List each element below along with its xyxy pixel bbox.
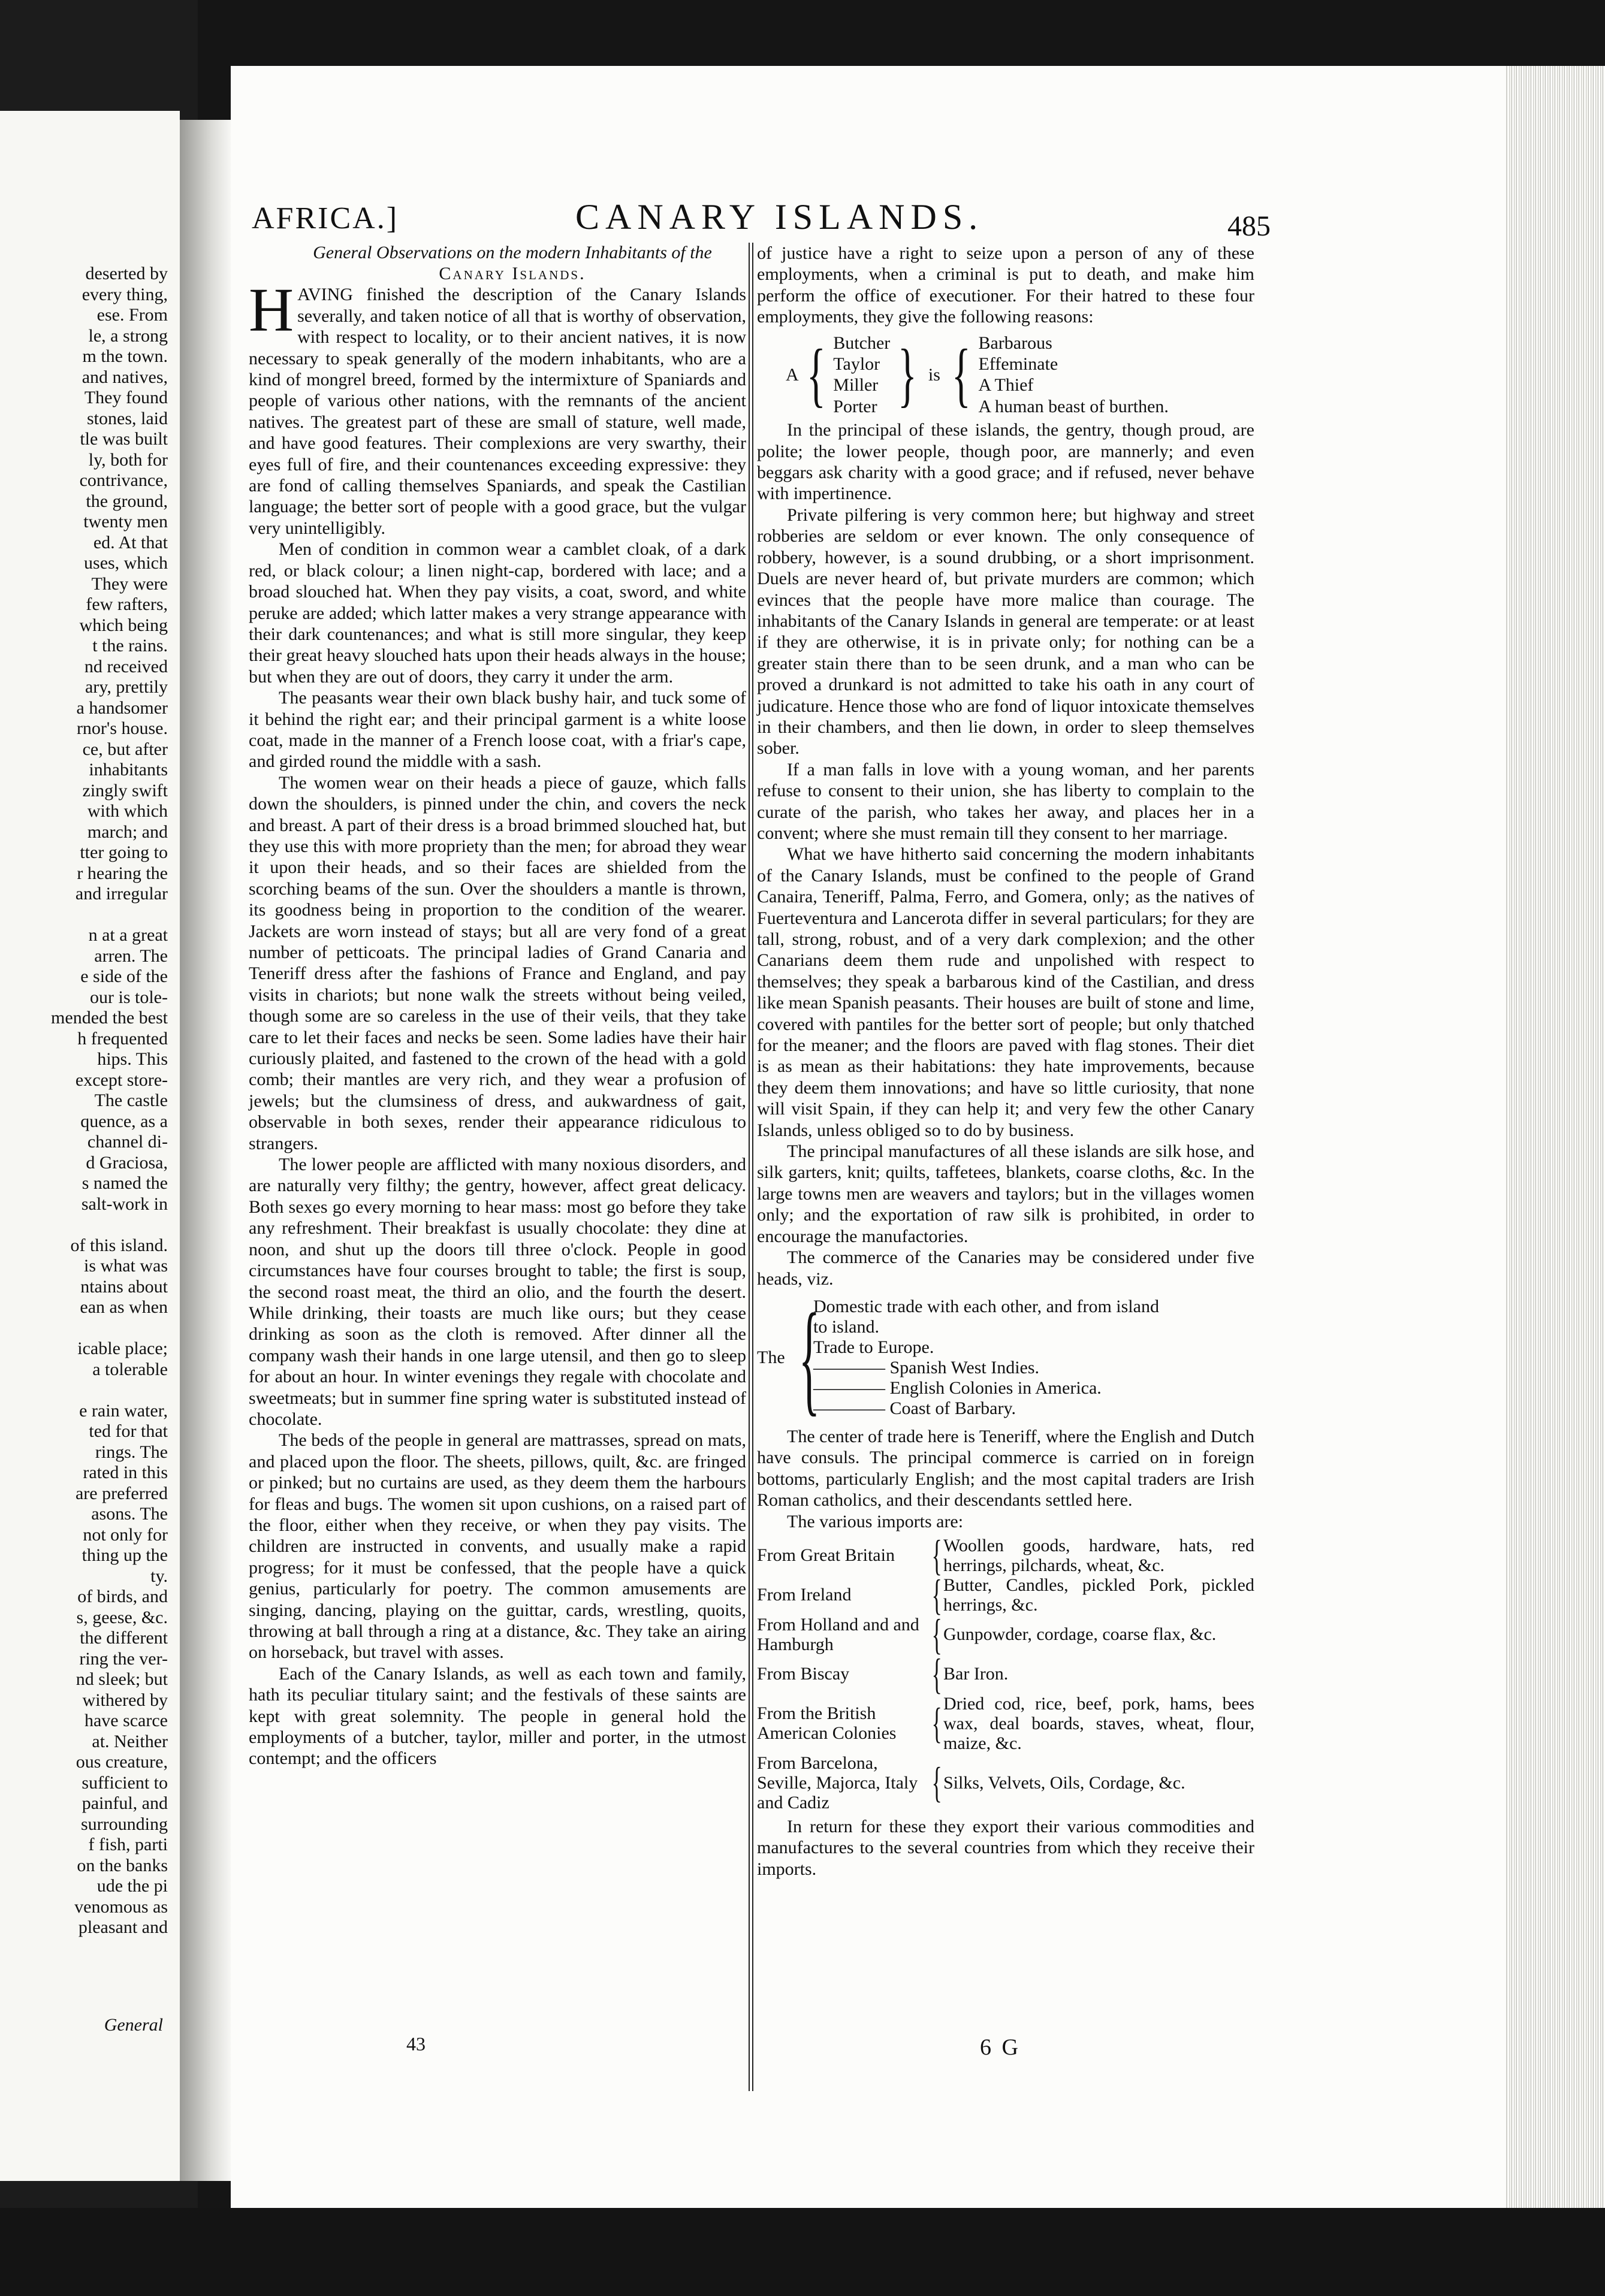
imports-origin: From Ireland xyxy=(757,1585,852,1605)
brace-glyph: { xyxy=(951,334,971,415)
section-subtitle-smallcaps: Canary Islands. xyxy=(439,264,586,283)
left-page-line: ce, but after xyxy=(82,739,168,759)
left-page-line: few rafters, xyxy=(86,594,168,614)
left-page-line: n at a great xyxy=(88,925,168,945)
left-page-line: rated in this xyxy=(83,1463,168,1482)
commerce-heads xyxy=(757,1288,1254,1427)
left-page-line: le, a strong xyxy=(88,325,168,346)
paragraph-text: AVING finished the description of the Canary Islands severally, and taken notice of all that is worthy of observation, with respect to locality, or to their ancient natives, it is now necessary to speak generally of the modern inhabitants, who are a kind of mongrel breed, formed by the intermixture of Spaniards and people of various other nations, with the remnants of the ancient natives. The greatest part of these are small of stature, well made, and have good features. Their complexions are very swarthy, their eyes full of fire, and their countenances exceeding expressive: they are fond of calling themselves Spaniards, and speak the Castilian language; the better sort of people with a good grace, but the vulgar very unintelligibly. xyxy=(249,285,746,538)
imports-goods: Woollen goods, hardware, hats, red herrings, pilchards, wheat, &c. xyxy=(943,1535,1254,1575)
left-page-line: pleasant and xyxy=(78,1917,168,1937)
left-page-line: march; and xyxy=(87,821,168,842)
imports-origin: From Biscay xyxy=(757,1664,850,1684)
left-page-line: at. Neither xyxy=(92,1731,168,1751)
left-page-line: f fish, parti xyxy=(88,1835,168,1854)
drop-cap: H xyxy=(249,276,294,345)
left-page-line: withered by xyxy=(82,1690,168,1710)
left-page-line: e side of the xyxy=(80,966,168,986)
trade-reason: Effeminate xyxy=(978,354,1058,374)
imports-row xyxy=(757,1753,1254,1812)
column-rule xyxy=(749,243,753,2091)
imports-origin: From Holland and and Hamburgh xyxy=(757,1614,919,1654)
left-page-line xyxy=(6,1380,168,1401)
brace-glyph: { xyxy=(931,1610,942,1658)
commerce-item: ———— English Colonies in America. xyxy=(813,1377,1102,1398)
brace-glyph: { xyxy=(931,1531,942,1579)
paragraph: Each of the Canary Islands, as well as each town and family, hath its peculiar titulary saint; and the festivals of these saints are kept with great solemnity. The people in general hold the employments of a butcher, taylor, miller and porter, in the utmost contempt; and the officers xyxy=(249,1663,746,1769)
column-right xyxy=(757,243,1254,1880)
commerce-item: ———— Coast of Barbary. xyxy=(813,1398,1016,1418)
section-subtitle: General Observations on the modern Inhabitants of the xyxy=(313,243,712,262)
left-page-line: which being xyxy=(79,615,168,635)
paragraph xyxy=(249,276,746,539)
left-page-line: icable place; xyxy=(77,1339,168,1358)
left-page-catchword: General xyxy=(104,2015,163,2035)
reasons-list xyxy=(978,333,1168,418)
brace-glyph: { xyxy=(931,1699,942,1748)
left-page-line: ntains about xyxy=(80,1276,168,1297)
left-page-line: t the rains. xyxy=(92,636,168,655)
left-page-line: uses, which xyxy=(84,553,168,573)
paragraph: Men of condition in common wear a camblet cloak, of a dark red, or black colour; a linen night-cap, bordered with lace; and a broad slouched hat. When they pay visits, a coat, sword, and white peruke are added; which latter makes a very strange appearance with their dark countenances; and what is still more singular, they keep their great heavy slouched hats upon their heads always in the house; but when they are out of doors, they carry it under the arm. xyxy=(249,539,746,687)
trade-reason: A human beast of burthen. xyxy=(978,396,1169,416)
left-page-line: a handsomer xyxy=(76,697,168,718)
left-page-line: ed. At that xyxy=(93,532,168,552)
left-page-line: with which xyxy=(87,801,168,821)
running-head-left: AFRICA.] xyxy=(252,201,399,235)
column-left xyxy=(249,243,746,1769)
left-page-line: hips. This xyxy=(97,1049,168,1069)
bracket-a: A xyxy=(786,364,799,385)
left-page-line: nd sleek; but xyxy=(76,1669,168,1689)
left-page-line: ty. xyxy=(150,1566,168,1586)
left-page-line: surrounding xyxy=(81,1814,168,1834)
paragraph: The women wear on their heads a piece of gauze, which falls down the shoulders, is pinned under the chin, and covers the neck and breast. A part of their dress is a broad brimmed slouched hat, but they use this with more propriety than the men; for abroad they wear it upon their heads, and so their faces are shielded from the scorching beams of the sun. Over the shoulders a mantle is thrown, its goodness being in proportion to the condition of the wearer. Jackets are worn instead of stays; but all are very fond of a great number of petticoats. The principal ladies of Grand Canaria and Teneriff dress after the fashions of France and England, and pay visits in chariots; but none walk the streets without being veiled, though some are so careless in the use of their veils, that they take care to let their faces and necks be seen. Some ladies have their hair curiously plaited, and fastened to the crown of the head with a gold comb; their mantles are very rich, and they wear a profusion of jewels; but the clumsiness of dress, and aukwardness of gait, observable in both sexes, render their appearance ridiculous to strangers. xyxy=(249,772,746,1153)
commerce-item: to island. xyxy=(813,1316,879,1337)
paragraph: The beds of the people in general are mattrasses, spread on mats, and placed upon the floor. The sheets, pillows, quilt, &c. are fringed or pinked; but no curtains are used, as they deem them the harbours for fleas and bugs. The women sit upon cushions, on a raised part of the floor, either when they receive, or when they pay visits. The children are instructed in convents, and usually make a rapid progress; for it must be confessed, that the people have a quick genius, particularly for poetry. The common amusements are singing, dancing, playing on the guittar, cards, wrestling, quoits, throwing at ball through a ring at a distance, &c. They take an airing on horseback, but travel with asses. xyxy=(249,1430,746,1663)
left-page-line: zingly swift xyxy=(82,780,168,800)
left-page-line: have scarce xyxy=(84,1711,168,1730)
imports-goods: Silks, Velvets, Oils, Cordage, &c. xyxy=(943,1772,1185,1793)
paragraph: In the principal of these islands, the gentry, though proud, are polite; the lower people, though poor, are mannerly; and even beggars ask charity with a good grace; and if refused, never behave with impertinence. xyxy=(757,420,1254,504)
left-page-line: They found xyxy=(84,388,168,407)
brace-glyph: { xyxy=(798,1288,820,1427)
left-page-line: arren. The xyxy=(94,945,168,966)
left-page-line: s named the xyxy=(82,1173,168,1193)
left-page xyxy=(0,111,180,2181)
left-page-line xyxy=(6,1318,168,1339)
left-page-line: on the banks xyxy=(77,1855,168,1875)
left-page-line: the ground, xyxy=(86,491,168,511)
trades-list xyxy=(833,333,890,418)
commerce-item: Domestic trade with each other, and from island xyxy=(813,1296,1159,1316)
left-page-line: quence, as a xyxy=(80,1111,168,1131)
left-page-line: They were xyxy=(91,573,168,594)
trade-name: Porter xyxy=(833,396,877,416)
left-page-line: deserted by xyxy=(85,264,168,283)
paragraph: In return for these they export their various commodities and manufactures to the several countries from which they receive their imports. xyxy=(757,1816,1254,1879)
imports-origin: From the British American Colonies xyxy=(757,1703,897,1744)
left-page-line: ly, both for xyxy=(88,449,168,470)
left-page-line: of birds, and xyxy=(77,1587,168,1606)
left-page-line: rnor's house. xyxy=(76,718,168,738)
left-page-line: rings. The xyxy=(95,1442,168,1462)
left-page-line: ous creature, xyxy=(76,1752,168,1772)
imports-row xyxy=(757,1610,1254,1658)
left-page-line: d Graciosa, xyxy=(86,1152,168,1173)
imports-goods: Bar Iron. xyxy=(943,1664,1009,1684)
paragraph: What we have hitherto said concerning the modern inhabitants of the Canary Islands, must be confined to the people of Grand Canaira, Teneriff, Palma, Ferro, and Gomera, only; as the natives of Fuerteventura and Lancerota differ in several particulars; for they are tall, strong, robust, and of a very dark complexion; and the other Canarians deem them rude and unpolished with respect to themselves; they speak a barbarous kind of the Castilian, and dress like mean Spanish peasants. Their houses are built of stone and lime, covered with pantiles for the better sort of people; but only thatched for the meaner; and the floors are paved with flag stones. Their diet is as mean as their habitations: they hate improvements, because they deem them innovations; and have so little curiosity, that none will visit Spain, if they can help it; and very few the other Canary Islands, unless obliged so to do by business. xyxy=(757,844,1254,1140)
left-page-line xyxy=(6,905,168,926)
paragraph: The principal manufactures of all these islands are silk hose, and silk garters, knit; quilts, taffetees, blankets, coarse cloths, &c. In the large towns men are weavers and taylors; but in the villages women only; and the exportation of raw silk is prohibited, in order to encourage the manufactories. xyxy=(757,1141,1254,1246)
left-page-line: inhabitants xyxy=(89,760,168,780)
left-page-line: tter going to xyxy=(80,842,168,862)
paragraph: The commerce of the Canaries may be considered under five heads, viz. xyxy=(757,1247,1254,1289)
main-page xyxy=(231,66,1605,2208)
left-page-line: thing up the xyxy=(82,1545,168,1565)
left-page-line: e rain water, xyxy=(79,1400,168,1421)
left-page-line: mended the best xyxy=(51,1008,168,1028)
left-page-line: except store- xyxy=(75,1070,168,1090)
left-page-line: twenty men xyxy=(83,512,168,531)
left-page-line: channel di- xyxy=(87,1132,168,1152)
paragraph: Private pilfering is very common here; but highway and street robberies are seldom or ever known. The only consequence of robbery, however, is a sound drubbing, or a short imprisonment. Duels are never heard of, but private murders are common; which evinces that the people have more malice than courage. The inhabitants of the Canary Islands in general are temperate: or at least if they are otherwise, it is in private only; for nothing can be a greater stain there than to be seen drunk, and a man who can be proved a drunkard is not admitted to take his oath in any court of judicature. Hence those who are fond of liquor intoxicate themselves in their chambers, and then lie down, in order to sleep themselves sober. xyxy=(757,504,1254,759)
imports-goods: Dried cod, rice, beef, pork, hams, bees wax, deal boards, staves, wheat, flour, maize, &c. xyxy=(943,1693,1254,1753)
left-page-line: ude the pi xyxy=(96,1876,168,1896)
running-head-title: CANARY ISLANDS. xyxy=(575,197,984,237)
left-page-line: salt-work in xyxy=(81,1194,168,1214)
left-page-line: m the town. xyxy=(82,346,168,366)
trade-reason: A Thief xyxy=(978,375,1034,395)
left-page-line: ary, prettily xyxy=(85,677,168,697)
trade-name: Butcher xyxy=(833,333,891,353)
imports-row xyxy=(757,1694,1254,1753)
paragraph: The center of trade here is Teneriff, where the English and Dutch have consuls. The principal commerce is carried on in foreign bottoms, particularly English; and the most capital traders are Irish Roman catholics, and their descendants settled here. xyxy=(757,1426,1254,1510)
signature-mark: 43 xyxy=(406,2033,426,2055)
book-gutter xyxy=(180,120,234,2181)
left-page-line: of this island. xyxy=(70,1235,168,1255)
left-page-line: venomous as xyxy=(74,1896,168,1917)
left-page-line: a tolerable xyxy=(92,1359,168,1379)
left-page-line: is what was xyxy=(84,1256,168,1276)
commerce-list xyxy=(813,1297,1159,1419)
brace-glyph: { xyxy=(931,1759,942,1807)
signature-mark: 6 G xyxy=(980,2035,1021,2060)
left-page-line: every thing, xyxy=(82,284,168,304)
left-page-line: painful, and xyxy=(82,1793,168,1813)
left-page-line: our is tole- xyxy=(90,987,168,1007)
left-page-line: r hearing the xyxy=(77,863,168,883)
left-page-line: sufficient to xyxy=(82,1772,168,1793)
page-number: 485 xyxy=(1227,210,1271,242)
trade-name: Taylor xyxy=(833,354,880,374)
bracket-is: is xyxy=(928,364,940,385)
imports-row xyxy=(757,1650,1254,1698)
imports-row xyxy=(757,1570,1254,1619)
left-page-line xyxy=(6,1215,168,1235)
trade-name: Miller xyxy=(833,375,879,395)
imports-row xyxy=(757,1531,1254,1579)
imports-goods: Gunpowder, cordage, coarse flax, &c. xyxy=(943,1624,1217,1645)
left-page-line: contrivance, xyxy=(79,470,168,490)
left-page-line: and natives, xyxy=(82,367,168,387)
paragraph: If a man falls in love with a young woman, and her parents refuse to consent to their union, she has liberty to complain to the curate of the parish, who takes her away, and places her in a convent; where she must remain till they consent to her marriage. xyxy=(757,759,1254,843)
left-page-line: h frequented xyxy=(77,1028,168,1049)
left-page-line: nd received xyxy=(84,656,168,676)
imports-origin: From Barcelona, Seville, Majorca, Italy and Cadiz xyxy=(757,1753,918,1812)
left-page-text xyxy=(6,264,168,1938)
left-page-line: the different xyxy=(80,1628,168,1648)
left-page-line: ean as when xyxy=(80,1297,168,1317)
commerce-item: Trade to Europe. xyxy=(813,1337,934,1357)
trade-reason: Barbarous xyxy=(978,333,1052,353)
brace-glyph: { xyxy=(806,334,826,415)
left-page-line: ring the ver- xyxy=(79,1648,168,1669)
left-page-line: The castle xyxy=(94,1090,168,1110)
page-edges xyxy=(1506,66,1605,2208)
commerce-item: ———— Spanish West Indies. xyxy=(813,1357,1040,1377)
paragraph: of justice have a right to seize upon a person of any of these employments, when a criminal is put to death, and make him perform the office of executioner. For their hatred to these four employments, they give the following reasons: xyxy=(757,243,1254,327)
background-bottom xyxy=(0,2208,1605,2296)
trades-bracket xyxy=(786,333,1254,418)
paragraph: The various imports are: xyxy=(787,1511,964,1531)
paragraph: The peasants wear their own black bushy hair, and tuck some of it behind the right ear; and their principal garment is a white loose coat, made in the manner of a French loose coat, with a friar's cape, and girded round the middle with a sash. xyxy=(249,688,746,772)
left-page-line: tle was built xyxy=(80,429,168,449)
left-page-line: stones, laid xyxy=(87,408,168,428)
imports-origin: From Great Britain xyxy=(757,1545,895,1566)
imports-table xyxy=(757,1531,1254,1812)
left-page-line: asons. The xyxy=(91,1504,168,1524)
left-page-line: ted for that xyxy=(89,1421,168,1441)
left-page-line: are preferred xyxy=(75,1483,168,1503)
commerce-the: The xyxy=(757,1348,785,1368)
left-page-line: s, geese, &c. xyxy=(76,1607,168,1627)
imports-goods: Butter, Candles, pickled Pork, pickled herrings, &c. xyxy=(943,1575,1254,1615)
left-page-line: and irregular xyxy=(75,884,168,904)
left-page-line: not only for xyxy=(83,1524,168,1545)
paragraph: The lower people are afflicted with many noxious disorders, and are naturally very filthy; the gentry, however, affect great delicacy. Both sexes go every morning to hear mass: most go before they take any refreshment. Their breakfast is usually chocolate: they dine at noon, and shut up the doors till three o'clock. People in good circumstances have four courses brought to table; the first is soup, the second roast meat, the third an olio, and the fourth the desert. While drinking, their toasts are much like ours; but they cease drinking as soon as the cloth is removed. After dinner all the company wash their hands in one large utensil, and then go to sleep for about an hour. In winter evenings they regale with chocolate and sweetmeats; but in summer fine spring water is substituted instead of chocolate. xyxy=(249,1155,746,1429)
brace-glyph: { xyxy=(931,1650,942,1698)
left-page-line: ese. From xyxy=(96,305,168,325)
brace-glyph: } xyxy=(898,334,917,415)
brace-glyph: { xyxy=(931,1570,942,1619)
